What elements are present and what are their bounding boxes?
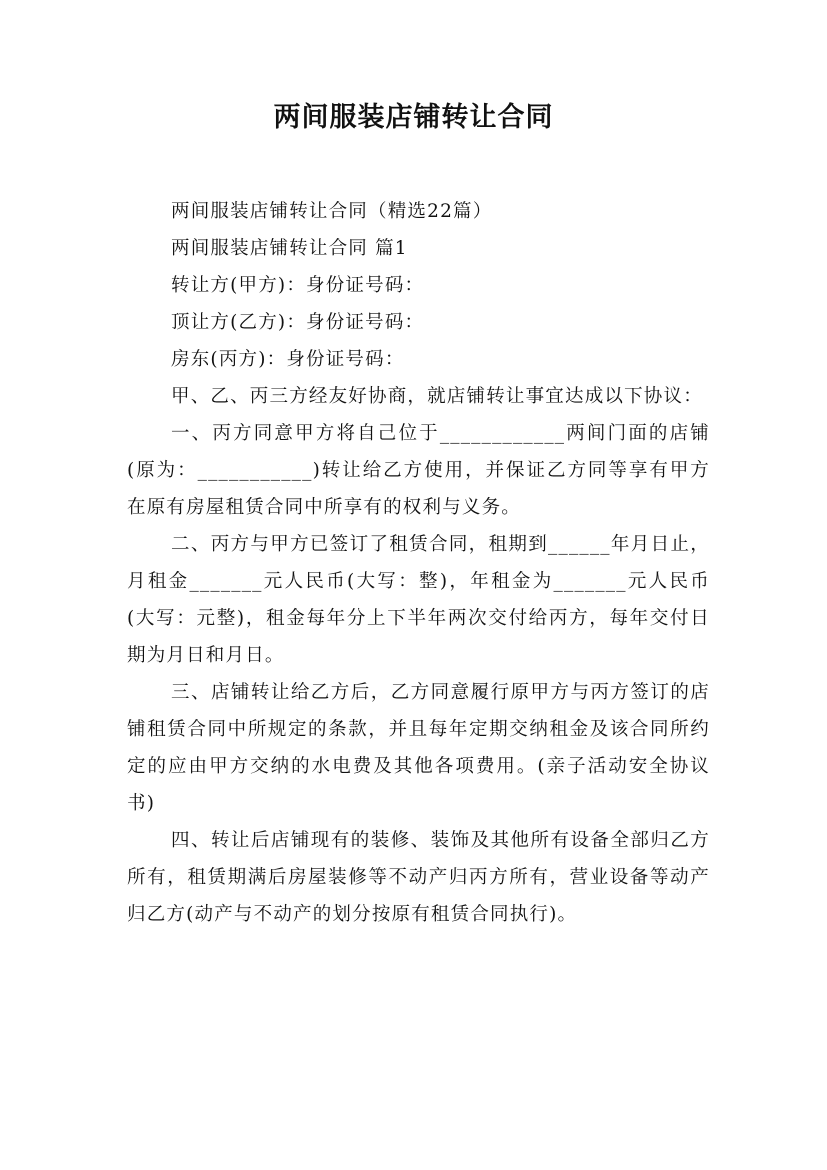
document-title: 两间服装店铺转让合同 [273,102,554,133]
paragraph-section-heading: 两间服装店铺转让合同 篇1 [171,238,408,259]
paragraph-clause-3: 三、店铺转让给乙方后，乙方同意履行原甲方与丙方签订的店铺租赁合同中所规定的条款，并且每年定期交纳租金及该合同所约定的应由甲方交纳的水电费及其他各项费用。(亲子活动安全协议书) [127,682,710,814]
document-body [127,193,710,933]
paragraph-clause-4: 四、转让后店铺现有的装修、装饰及其他所有设备全部归乙方所有，租赁期满后房屋装修等不动产归丙方所有，营业设备等动产归乙方(动产与不动产的划分按原有租赁合同执行)。 [127,830,710,925]
paragraph-party-a: 转让方(甲方)：身份证号码： [171,275,425,296]
paragraph-clause-2: 二、丙方与甲方已签订了租赁合同，租期到______年月日止，月租金_______元人民币(大写：整)，年租金为_______元人民币(大写：元整)，租金每年分上下半年两次交付给丙方，每年交付日期为月日和月日。 [127,534,710,666]
paragraph-preamble: 甲、乙、丙三方经友好协商，就店铺转让事宜达成以下协议： [171,386,703,407]
paragraph-subtitle: 两间服装店铺转让合同（精选22篇） [171,201,493,222]
paragraph-party-c: 房东(丙方)：身份证号码： [171,349,405,370]
paragraph-clause-1: 一、丙方同意甲方将自己位于____________两间门面的店铺(原为：___________)转让给乙方使用，并保证乙方同等享有甲方在原有房屋租赁合同中所享有的权利与义务。 [127,423,710,518]
paragraph-party-b: 顶让方(乙方)：身份证号码： [171,312,425,333]
